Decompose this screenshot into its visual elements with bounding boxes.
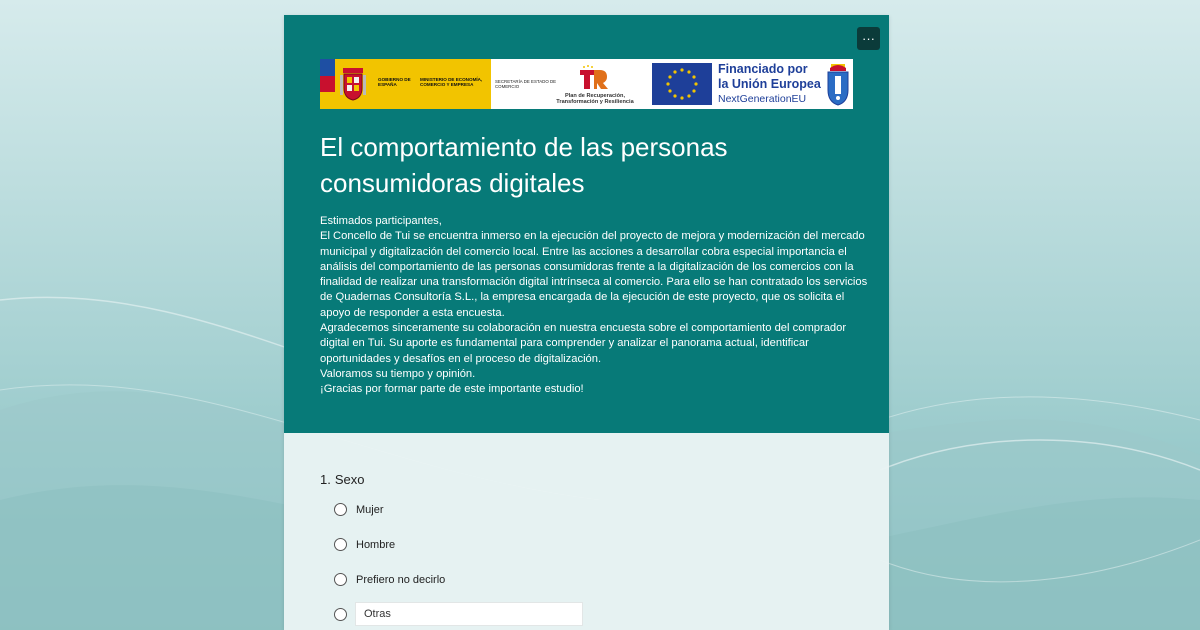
- option-prefiero-no-decirlo[interactable]: [334, 573, 445, 586]
- description-paragraph: Agradecemos sinceramente su colaboración en nuestra encuesta sobre el comportamiento del comprador digital en Tui. Su aporte es fundamental para comprender y analizar el panorama actual, identificar oportunidades y desafíos en el proceso de digitalización.: [320, 322, 847, 365]
- form-header: [284, 15, 889, 433]
- question-label: Sexo: [334, 472, 365, 487]
- eu-flag-icon: [652, 63, 712, 105]
- recovery-plan-logo-icon: [578, 64, 608, 90]
- option-mujer[interactable]: [334, 503, 384, 516]
- eu-funding-line2: la Unión Europea: [718, 77, 821, 91]
- form-card: [284, 15, 889, 630]
- recovery-plan-label: Plan de Recuperación, Transformación y Resiliencia: [556, 93, 634, 106]
- funding-banner: [320, 59, 853, 109]
- form-title: El comportamiento de las personas consumidoras digitales: [320, 132, 728, 198]
- option-hombre[interactable]: [334, 538, 395, 551]
- more-options-icon: ···: [862, 31, 875, 46]
- radio-button[interactable]: [334, 503, 347, 516]
- description-paragraph: El Concello de Tui se encuentra inmerso en la ejecución del proyecto de mejora y modernización del mercado municipal y digitalización del comercio local. Entre las acciones a desarrollar cobra especial importancia el análisis del comportamiento de las personas consumidoras frente a la digitalización de los comercios con la finalidad de realizar una transformación digital intrínseca al comercio. Para ello se han contratado los servicios de Quadernas Consultoría S.L., la empresa encargada de la ejecución de este proyecto, que os solicita el apoyo de responder a esta encuesta.: [320, 230, 868, 319]
- description-greeting: Estimados participantes,: [320, 215, 442, 227]
- municipal-crest-icon: [825, 62, 851, 107]
- radio-button[interactable]: [334, 608, 347, 621]
- option-label: Mujer: [356, 503, 384, 516]
- eu-funding-line1: Financiado por: [718, 62, 808, 76]
- question-number: 1.: [320, 472, 331, 487]
- eu-funding-line3: NextGenerationEU: [718, 93, 807, 105]
- question-title: [320, 472, 364, 487]
- radio-button[interactable]: [334, 573, 347, 586]
- government-label: GOBIERNO DE ESPAÑA: [378, 77, 411, 88]
- other-text-input[interactable]: [355, 602, 583, 626]
- more-options-button[interactable]: [857, 27, 880, 50]
- radio-button[interactable]: [334, 538, 347, 551]
- description-paragraph: Valoramos su tiempo y opinión.: [320, 367, 476, 380]
- option-label: Prefiero no decirlo: [356, 573, 446, 586]
- form-body: [284, 433, 889, 630]
- form-description: [320, 214, 876, 398]
- secretariat-label: SECRETARÍA DE ESTADO DE COMERCIO: [495, 79, 557, 89]
- ministry-label: MINISTERIO DE ECONOMÍA, COMERCIO Y EMPRESA: [420, 77, 483, 88]
- description-closing: ¡Gracias por formar parte de este importante estudio!: [320, 383, 584, 396]
- spain-flag-icon: [320, 59, 335, 109]
- option-label: Hombre: [356, 538, 396, 551]
- coat-of-arms-icon: [340, 66, 366, 102]
- option-otras[interactable]: [334, 602, 583, 626]
